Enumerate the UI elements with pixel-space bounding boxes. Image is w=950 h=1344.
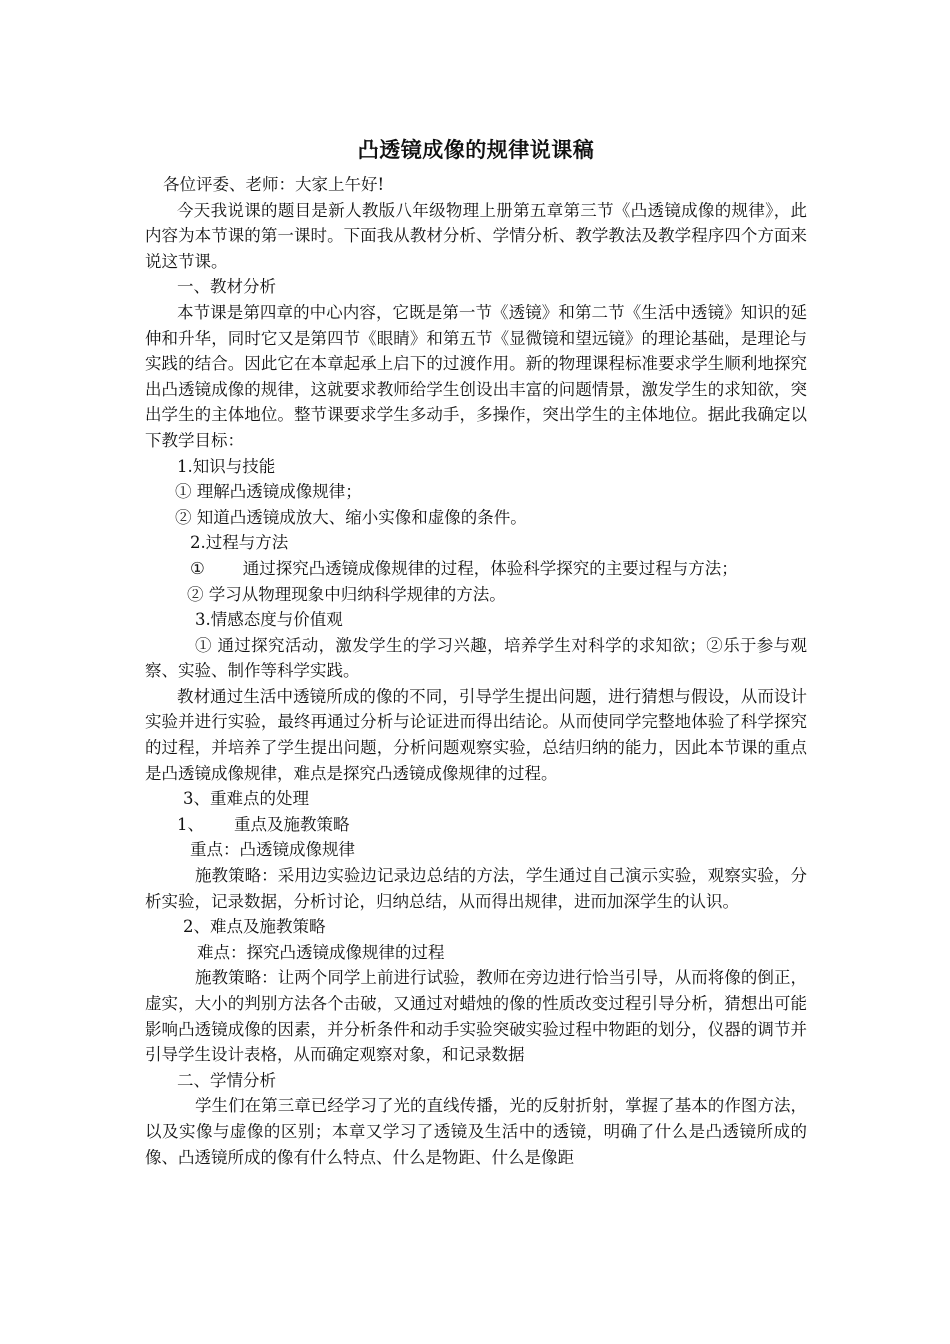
subheading-number: 1、 xyxy=(177,814,204,834)
document-page xyxy=(145,130,807,1170)
difficult-point: 难点：探究凸透镜成像规律的过程 xyxy=(197,942,445,962)
student-analysis-paragraph: 学生们在第三章已经学习了光的直线传播，光的反射折射，掌握了基本的作图方法，以及实像与虚像的区别；本章又学习了透镜及生活中的透镜，明确了什么是凸透镜所成的像、凸透镜所成的像有什么特点、什么是物距、什么是像距 xyxy=(145,1096,807,1167)
attitude-paragraph: ① 通过探究活动，激发学生的学习兴趣，培养学生对科学的求知欲；②乐于参与观察、实验、制作等科学实践。 xyxy=(145,635,807,681)
key-strategy-paragraph: 施教策略：采用边实验边记录边总结的方法，学生通过自己演示实验，观察实验，分析实验，记录数据，分析讨论，归纳总结，从而得出规律，进而加深学生的认识。 xyxy=(145,866,807,911)
goal-heading-attitude: 3.情感态度与价值观 xyxy=(195,610,343,630)
section-heading-textbook-analysis: 一、教材分析 xyxy=(177,277,276,297)
subheading-key-point xyxy=(145,812,807,838)
section-heading-student-analysis: 二、学情分析 xyxy=(177,1070,276,1090)
textbook-analysis-paragraph: 本节课是第四章的中心内容，它既是第一节《透镜》和第二节《生活中透镜》知识的延伸和升华，同时它又是第四节《眼睛》和第五节《显微镜和望远镜》的理论基础，是理论与实践的结合。因此它在本章起承上启下的过渡作用。新的物理课程标准要求学生顺利地探究出凸透镜成像的规律，这就要求教师给学生创设出丰富的问题情景，激发学生的求知欲，突出学生的主体地位。整节课要求学生多动手，多操作，突出学生的主体地位。据此我确定以下教学目标： xyxy=(145,302,807,450)
goal-heading-knowledge: 1.知识与技能 xyxy=(177,456,276,476)
section-heading-key-difficult: 3、重难点的处理 xyxy=(183,789,309,809)
goal-item-text: 通过探究凸透镜成像规律的过程，体验科学探究的主要过程与方法； xyxy=(242,558,738,578)
intro-paragraph: 今天我说课的题目是新人教版八年级物理上册第五章第三节《凸透镜成像的规律》，此内容为本节课的第一课时。下面我从教材分析、学情分析、教学教法及教学程序四个方面来说这节课。 xyxy=(145,200,807,271)
goal-item: ② 知道凸透镜成放大、缩小实像和虚像的条件。 xyxy=(175,507,527,527)
goal-heading-process: 2.过程与方法 xyxy=(190,533,289,553)
goal-item-number: ① xyxy=(190,558,205,578)
greeting: 各位评委、老师：大家上午好! xyxy=(163,175,385,194)
page-title: 凸透镜成像的规律说课稿 xyxy=(357,138,595,162)
goal-item: ① 理解凸透镜成像规律； xyxy=(175,482,362,502)
difficult-strategy-paragraph: 施教策略：让两个同学上前进行试验，教师在旁边进行恰当引导，从而将像的倒正，虚实，大小的判别方法各个击破，又通过对蜡烛的像的性质改变过程引导分析，猜想出可能影响凸透镜成像的因素，并分析条件和动手实验突破实验过程中物距的划分，仪器的调节并引导学生设计表格，从而确定观察对象，和记录数据 xyxy=(145,968,807,1065)
subheading-difficult-point: 2、难点及施教策略 xyxy=(183,917,326,937)
goal-item xyxy=(145,556,807,582)
key-point: 重点：凸透镜成像规律 xyxy=(190,840,355,860)
goal-item: ② 学习从物理现象中归纳科学规律的方法。 xyxy=(187,584,506,604)
material-paragraph: 教材通过生活中透镜所成的像的不同，引导学生提出问题，进行猜想与假设，从而设计实验并进行实验，最终再通过分析与论证进而得出结论。从而使同学完整地体验了科学探究的过程，并培养了学生提出问题，分析问题观察实验，总结归纳的能力，因此本节课的重点是凸透镜成像规律，难点是探究凸透镜成像规律的过程。 xyxy=(145,686,807,783)
subheading-text: 重点及施教策略 xyxy=(234,814,350,834)
